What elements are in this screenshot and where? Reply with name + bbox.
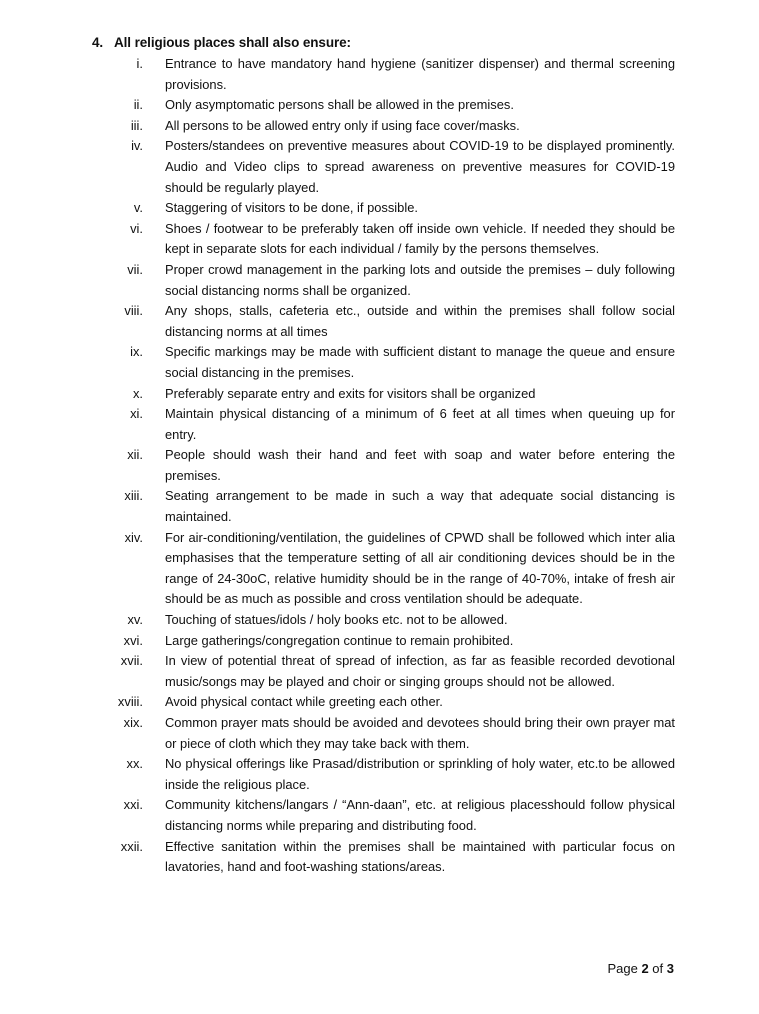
list-item	[95, 837, 675, 878]
page-label: Page	[607, 961, 638, 976]
item-numeral: xviii.	[117, 694, 143, 710]
list-item	[95, 713, 675, 754]
total-pages: 3	[666, 961, 674, 976]
item-text: All persons to be allowed entry only if using face cover/masks.	[165, 117, 520, 133]
section-title: All religious places shall also ensure:	[114, 35, 351, 50]
list-item	[95, 795, 675, 836]
item-text: Entrance to have mandatory hand hygiene (sanitizer dispenser) and thermal screening provisions.	[165, 56, 675, 92]
item-numeral: ix.	[130, 344, 143, 360]
list-item	[95, 445, 675, 486]
item-numeral: xxi.	[123, 797, 143, 813]
item-numeral: ii.	[133, 97, 143, 113]
item-text: Posters/standees on preventive measures about COVID-19 to be displayed prominently. Audio and Video clips to spread awareness on preventive measures for COVID-19 should be regularly played.	[165, 138, 675, 195]
item-numeral: iv.	[131, 138, 143, 154]
item-numeral: xvi.	[123, 632, 143, 648]
list-item	[95, 528, 675, 610]
list-item	[95, 260, 675, 301]
item-text: Community kitchens/langars / “Ann-daan”, etc. at religious placesshould follow physical distancing norms while preparing and distributing food.	[165, 797, 675, 833]
item-text: For air-conditioning/ventilation, the guidelines of CPWD shall be followed which inter alia emphasises that the temperature setting of all air conditioning devices should be in the range of 24-30oC, relative humidity should be in the range of 40-70%, intake of fresh air should be as much as possible and cross ventilation should be adequate.	[165, 529, 675, 607]
item-text: Any shops, stalls, cafeteria etc., outside and within the premises shall follow social distancing norms at all times	[165, 303, 675, 339]
list-item	[95, 136, 675, 198]
item-numeral: xi.	[130, 406, 143, 422]
item-text: No physical offerings like Prasad/distribution or sprinkling of holy water, etc.to be allowed inside the religious place.	[165, 756, 675, 792]
list-item	[95, 198, 675, 219]
item-numeral: vi.	[130, 220, 143, 236]
item-text: Avoid physical contact while greeting each other.	[165, 694, 443, 710]
section-number: 4.	[92, 35, 104, 50]
section-heading	[92, 35, 351, 50]
item-numeral: xiii.	[124, 488, 143, 504]
list-item	[95, 692, 675, 713]
item-text: Large gatherings/congregation continue to remain prohibited.	[165, 632, 514, 648]
list-item	[95, 54, 675, 95]
list-item	[95, 486, 675, 527]
list-item	[95, 404, 675, 445]
item-numeral: vii.	[127, 261, 143, 277]
list-item	[95, 754, 675, 795]
list-item	[95, 95, 675, 116]
item-text: Shoes / footwear to be preferably taken off inside own vehicle. If needed they should be kept in separate slots for each individual / family by the persons themselves.	[165, 220, 675, 257]
item-text: People should wash their hand and feet with soap and water before entering the premises.	[165, 447, 675, 483]
item-numeral: xii.	[127, 447, 143, 463]
list-item	[95, 342, 675, 383]
item-numeral: viii.	[124, 303, 143, 319]
item-numeral: x.	[132, 385, 143, 401]
item-numeral: xv.	[127, 612, 143, 628]
list-item	[95, 116, 675, 137]
item-text: Specific markings may be made with sufficient distant to manage the queue and ensure social distancing in the premises.	[165, 344, 675, 380]
item-numeral: xxii.	[120, 838, 143, 854]
list-item	[95, 631, 675, 652]
list-item	[95, 301, 675, 342]
item-text: Seating arrangement to be made in such a way that adequate social distancing is maintained.	[165, 488, 675, 525]
item-numeral: xvii.	[120, 653, 143, 669]
list-item	[95, 610, 675, 631]
list-item	[95, 384, 675, 405]
item-numeral: v.	[133, 200, 143, 216]
item-text: Maintain physical distancing of a minimum of 6 feet at all times when queuing up for entry.	[165, 406, 675, 442]
item-numeral: xix.	[123, 715, 143, 730]
item-text: Proper crowd management in the parking lots and outside the premises – duly following social distancing norms shall be organized.	[165, 261, 675, 298]
item-text: Effective sanitation within the premises shall be maintained with particular focus on lavatories, hand and foot-washing stations/areas.	[165, 838, 675, 875]
item-text: Touching of statues/idols / holy books etc. not to be allowed.	[165, 612, 508, 628]
page-footer	[607, 961, 674, 976]
item-text: Common prayer mats should be avoided and devotees should bring their own prayer mat or piece of cloth which they may take back with them.	[165, 715, 675, 751]
guideline-list	[95, 54, 675, 878]
item-numeral: xiv.	[124, 529, 143, 545]
item-text: Preferably separate entry and exits for visitors shall be organized	[165, 385, 536, 401]
item-numeral: iii.	[130, 117, 143, 133]
of-label: of	[652, 961, 664, 976]
list-item	[95, 219, 675, 260]
item-numeral: xx.	[126, 756, 143, 772]
item-text: Staggering of visitors to be done, if possible.	[165, 200, 418, 216]
list-item	[95, 651, 675, 692]
item-numeral: i.	[136, 56, 143, 71]
item-text: Only asymptomatic persons shall be allowed in the premises.	[165, 97, 514, 113]
item-text: In view of potential threat of spread of infection, as far as feasible recorded devotional music/songs may be played and choir or singing groups should not be allowed.	[165, 653, 675, 689]
page-number: 2	[641, 961, 649, 976]
